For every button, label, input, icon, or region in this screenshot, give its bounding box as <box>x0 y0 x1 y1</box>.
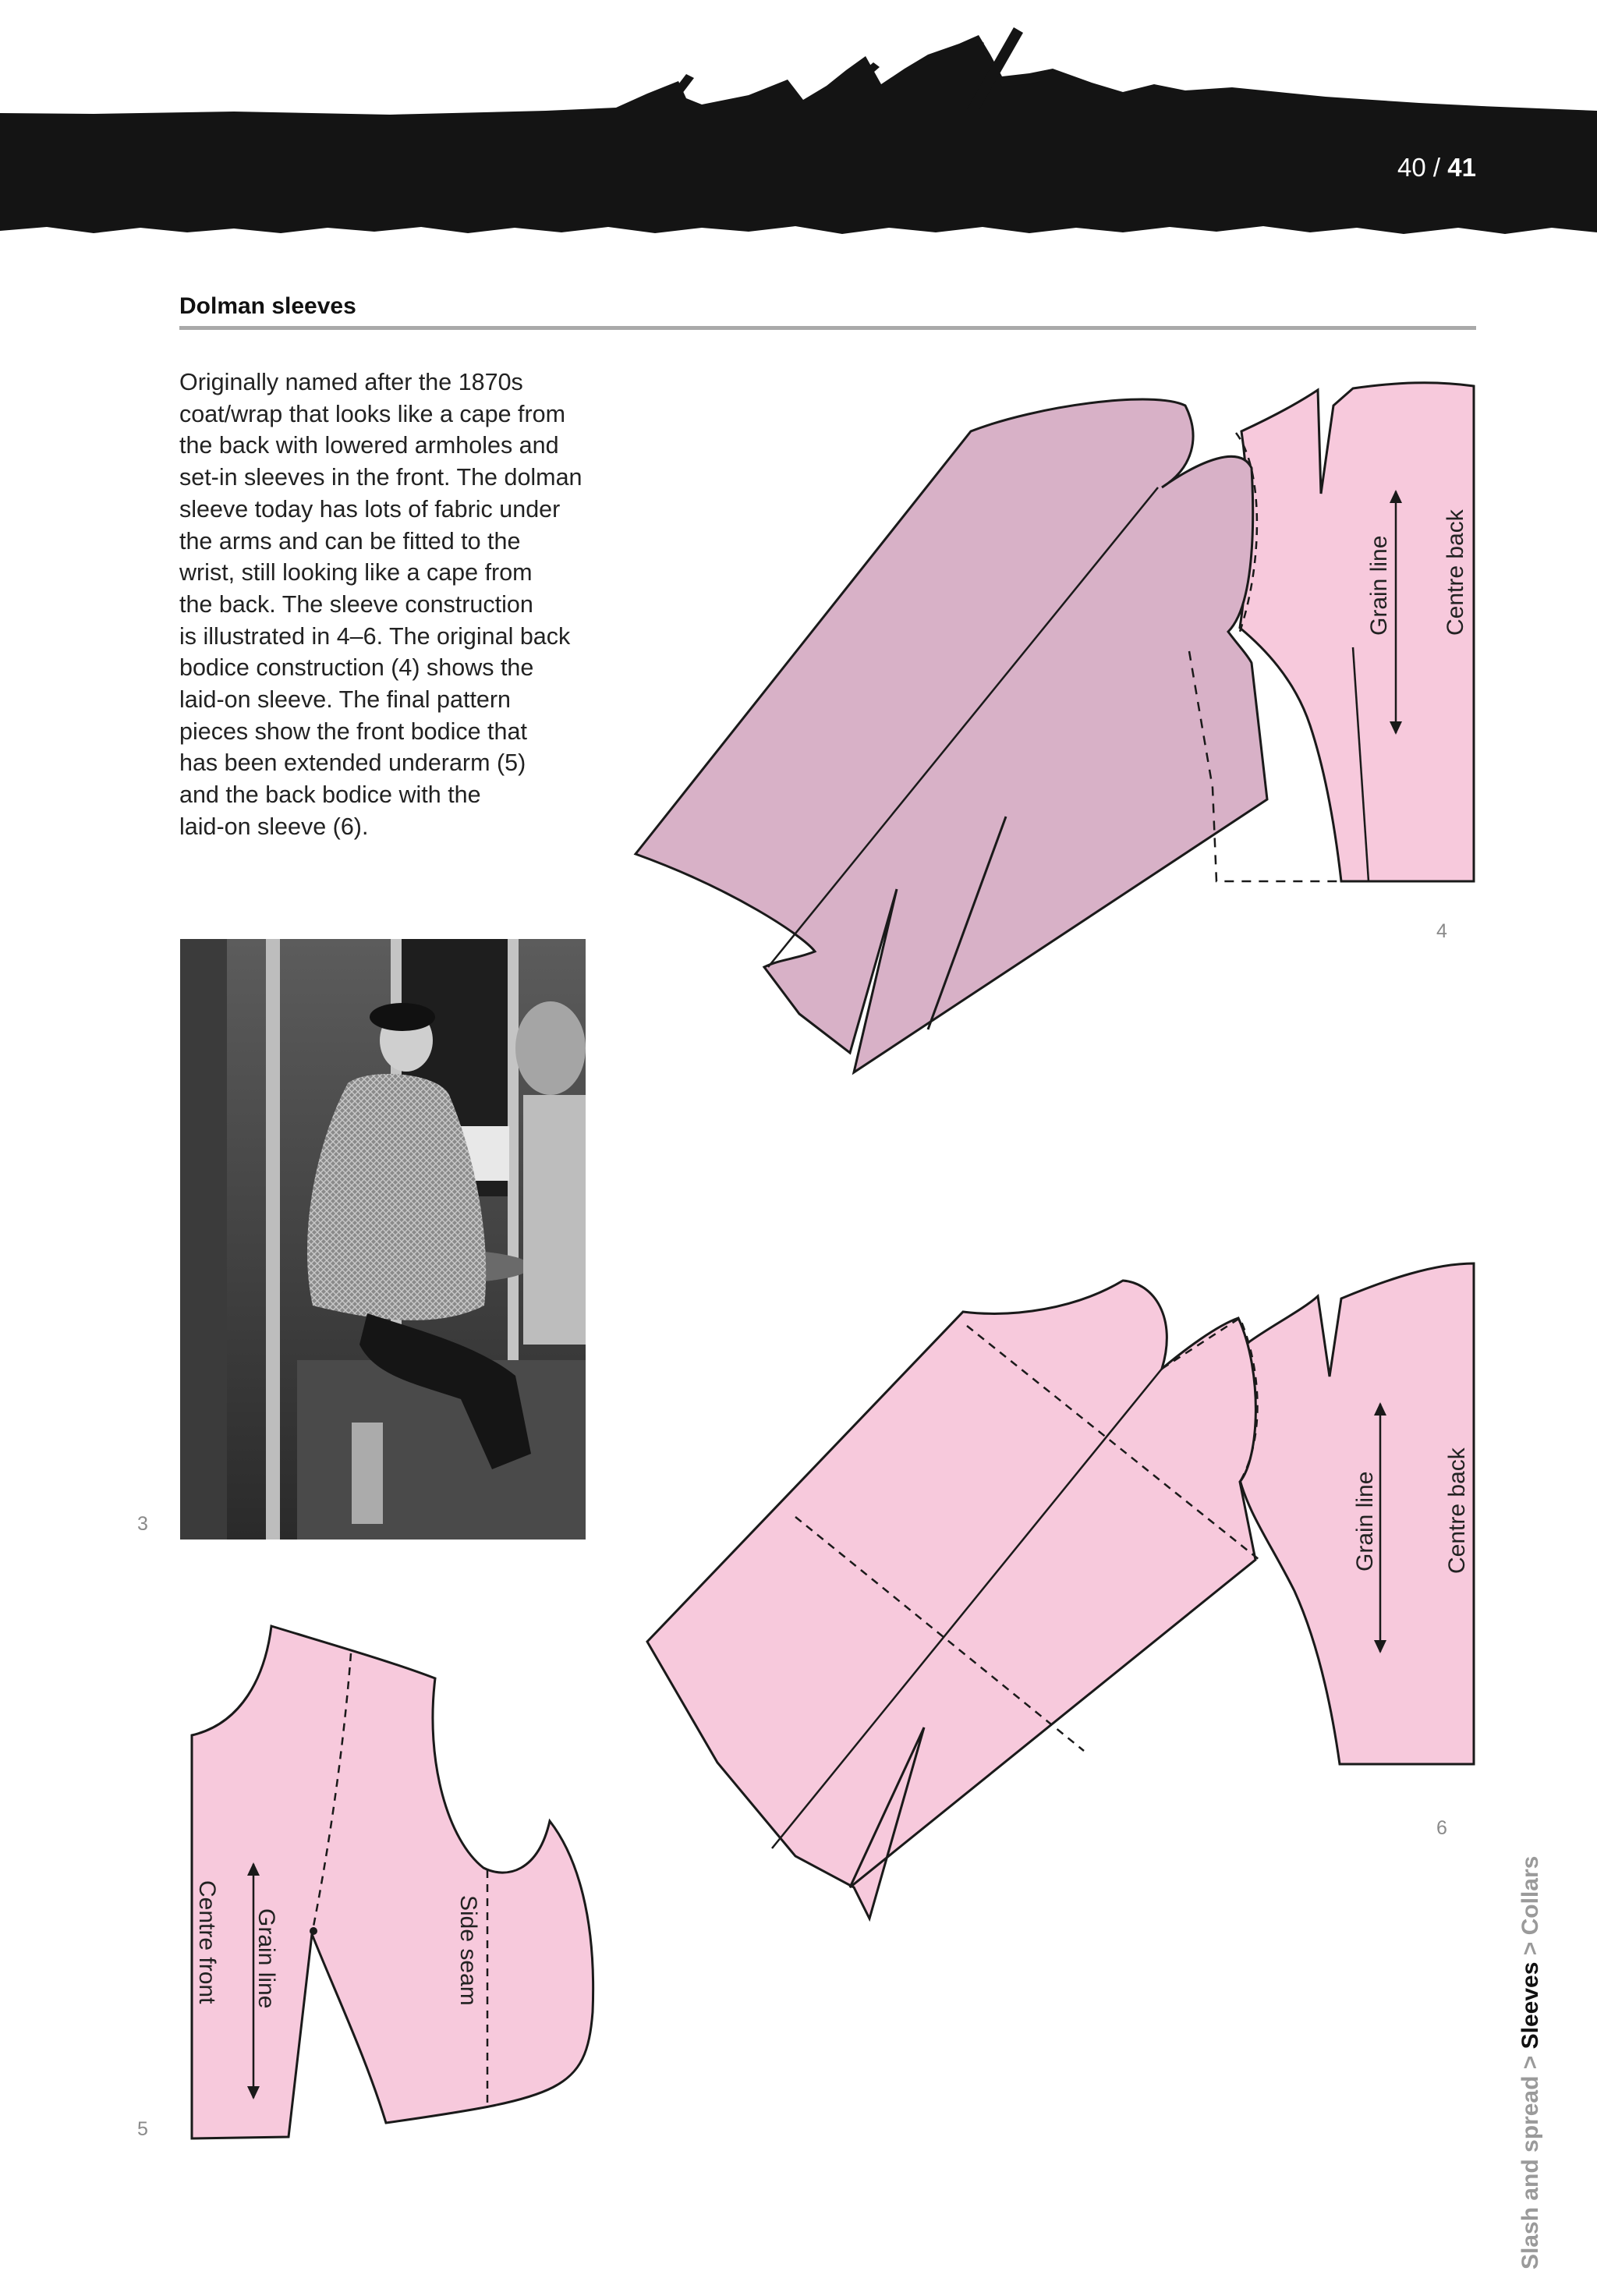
body-paragraph: Originally named after the 1870s coat/wrap that looks like a cape from the back with lowered armholes and set-in sleeves in the front. The dolman sleeve today has lots of fabric under the arms and can be fitted to the wrist, still looking like a cape from the back. The sleeve construction is illustrated in 4–6. The original back bodice construction (4) shows the laid-on sleeve. The final pattern pieces show the front bodice that has been extended underarm (5) and the back bodice with the laid-on sleeve (6). <box>179 369 582 840</box>
section-title: Dolman sleeves <box>179 293 356 319</box>
figure-3-number: 3 <box>137 1513 148 1535</box>
fig5-grain-label: Grain line <box>253 1908 279 2009</box>
fig5-side-seam-label: Side seam <box>455 1895 481 2006</box>
fig4-grain-label: Grain line <box>1366 535 1392 636</box>
figure-4-number: 4 <box>1436 920 1447 942</box>
figure-6-number: 6 <box>1436 1817 1447 1839</box>
page-number: 40 / 41 <box>1397 153 1476 182</box>
fig6-grain-label: Grain line <box>1352 1471 1378 1571</box>
fig6-centre-back-label: Centre back <box>1444 1447 1470 1574</box>
fig4-centre-back-label: Centre back <box>1443 509 1468 636</box>
figure-5-number: 5 <box>137 2118 148 2140</box>
fig5-centre-front-label: Centre front <box>194 1880 220 2004</box>
side-breadcrumb: Slash and spread > Sleeves > Collars <box>1517 1855 1543 2269</box>
